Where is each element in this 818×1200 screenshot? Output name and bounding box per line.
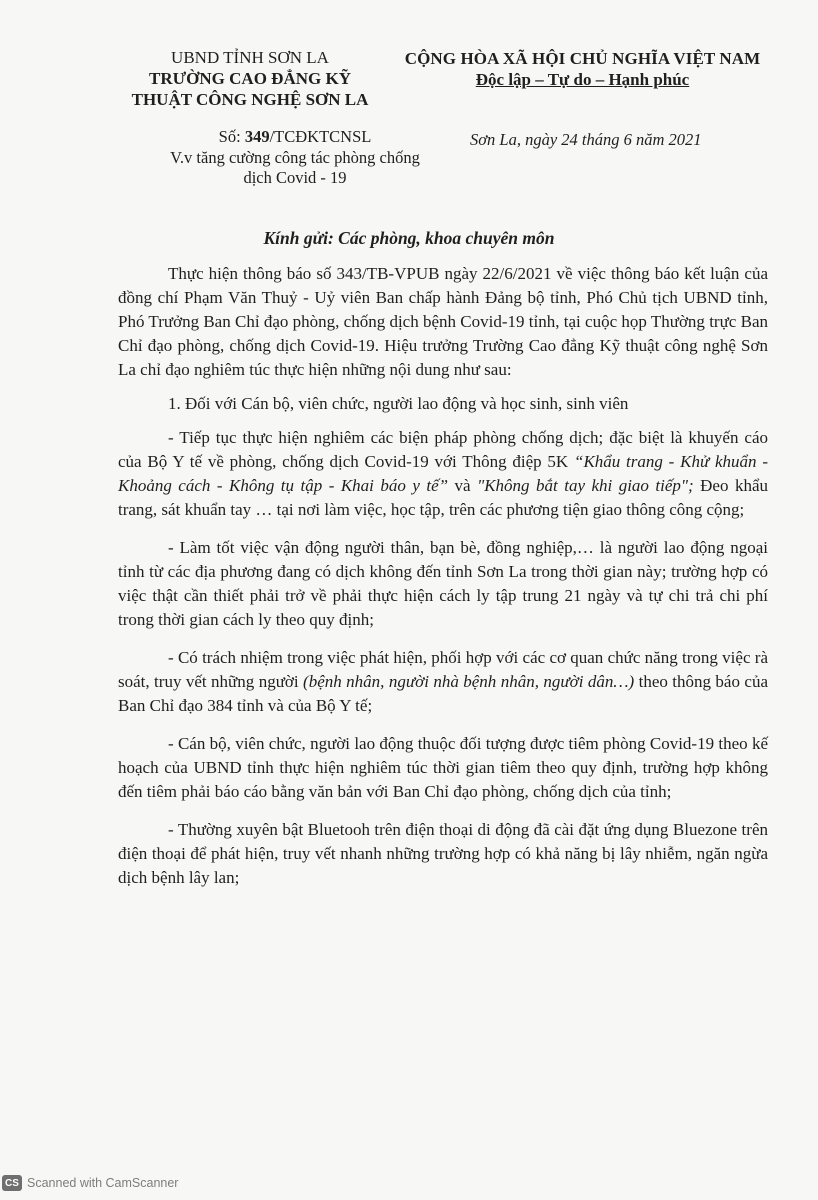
subject-line1: V.v tăng cường công tác phòng chống [170,148,420,167]
paragraph-bluezone: - Thường xuyên bật Bluetooh trên điện thoại di động đã cài đặt ứng dụng Bluezone trên điện thoại để phát hiện, truy vết nhanh những trường hợp có khả năng bị lây nhiễm, ngăn ngừa dịch bệnh lây lan; [118,820,768,887]
paragraph-section-1: 1. Đối với Cán bộ, viên chức, người lao động và học sinh, sinh viên [168,394,629,413]
paragraph-intro: Thực hiện thông báo số 343/TB-VPUB ngày 22/6/2021 về việc thông báo kết luận của đồng chí Phạm Văn Thuỷ - Uỷ viên Ban chấp hành Đảng bộ tỉnh, Phó Chủ tịch UBND tỉnh, Phó Trưởng Ban Chỉ đạo phòng, chống dịch bệnh Covid-19 tỉnh, tại cuộc họp Thường trực Ban Chỉ đạo phòng, chống dịch Covid-19. Hiệu trưởng Trường Cao đẳng Kỹ thuật công nghệ Sơn La chỉ đạo nghiêm túc thực hiện những nội dung như sau: [118,264,768,379]
scanner-watermark [2,1172,178,1194]
national-header [385,48,780,91]
p3-message-5k: “Khẩu trang - Khử khuẩn - Khoảng cách - Không tụ tập - Khai báo y tế” [118,452,768,495]
doc-number-prefix: Số: [218,127,245,146]
issuer-province: UBND TỈNH SƠN LA [171,48,329,67]
p3-text-e: Đeo khẩu trang, sát khuẩn tay … tại nơi làm việc, học tập, trên các phương tiện giao thông công cộng; [118,476,768,519]
p5-persons: (bệnh nhân, người nhà bệnh nhân, người dân…) [303,672,635,691]
national-title: CỘNG HÒA XÃ HỘI CHỦ NGHĨA VIỆT NAM [404,49,761,68]
camscanner-icon: CS [2,1175,22,1191]
p5-text-c: theo thông báo của Ban Chỉ đạo 384 tỉnh và của Bộ Y tế; [118,672,768,715]
document-subject [135,148,455,188]
paragraph-5k [118,426,768,522]
paragraph-vaccination: - Cán bộ, viên chức, người lao động thuộc đối tượng được tiêm phòng Covid-19 theo kế hoạch của UBND tỉnh thực hiện nghiêm túc thời gian tiêm theo quy định, trường hợp không đến tiêm phải báo cáo bằng văn bản với Ban Chỉ đạo phòng, chống dịch của tỉnh; [118,734,768,801]
p3-message-handshake: "Không bắt tay khi giao tiếp"; [477,476,694,495]
scanner-text: Scanned with CamScanner [27,1176,179,1190]
issuer-header [100,48,400,110]
issuer-name-line2: THUẬT CÔNG NGHỆ SƠN LA [131,90,369,109]
paragraph-outreach: - Làm tốt việc vận động người thân, bạn bè, đồng nghiệp,… là người lao động ngoại tỉnh từ các địa phương đang có dịch không đến tỉnh Sơn La trong thời gian này; trường hợp có việc thật cần thiết phải trở về phải thực hiện cách ly tập trung 21 ngày và tự chi trả chi phí trong thời gian cách ly theo quy định; [118,538,768,629]
p5-text-a: - Có trách nhiệm trong việc phát hiện, phối hợp với các cơ quan chức năng trong việc rà soát, truy vết những người [118,648,768,691]
national-motto: Độc lập – Tự do – Hạnh phúc [475,70,690,89]
date-line: Sơn La, ngày 24 tháng 6 năm 2021 [470,130,702,149]
recipient-greeting: Kính gửi: Các phòng, khoa chuyên môn [263,228,555,248]
document-body [118,262,768,890]
doc-number-suffix: /TCĐKTCNSL [269,127,372,146]
subject-line2: dịch Covid - 19 [243,168,347,187]
paragraph-tracing [118,646,768,718]
issuer-name-line1: TRƯỜNG CAO ĐẲNG KỸ [149,69,351,88]
p3-text-a: - Tiếp tục thực hiện nghiêm các biện pháp phòng chống dịch; đặc biệt là khuyến cáo của Bộ Y tế về phòng, chống dịch Covid-19 với Thông điệp 5K [118,428,768,471]
document-number [150,127,440,147]
doc-number-value: 349 [244,127,270,146]
p3-text-c: và [448,476,478,495]
